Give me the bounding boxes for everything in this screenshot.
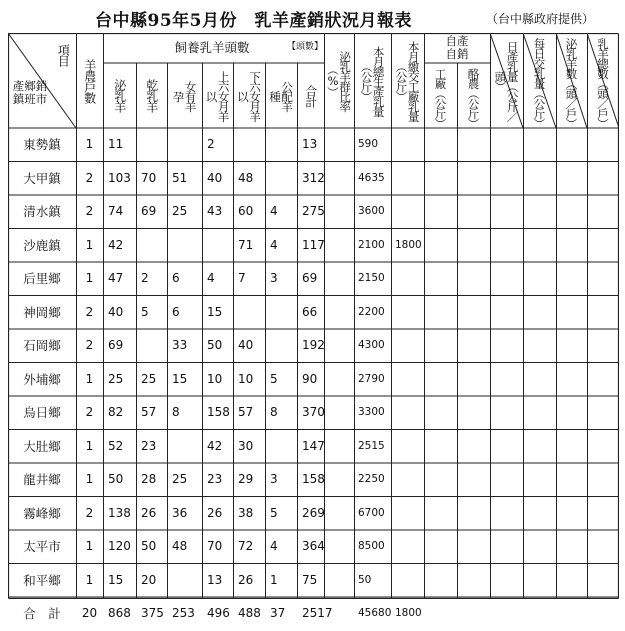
cell-total: 364 xyxy=(302,539,325,554)
cell-pregnant: 25 xyxy=(172,204,188,219)
cell-monthly-prod: 3300 xyxy=(358,406,385,419)
cell-pregnant xyxy=(167,128,202,162)
cell-farms: 1 xyxy=(85,438,94,453)
cell-under6: 38 xyxy=(238,505,254,520)
cell-total: 147 xyxy=(302,438,325,453)
cell-under6: 10 xyxy=(238,371,254,386)
cell-monthly-prod: 8500 xyxy=(358,540,385,553)
cell-breeding xyxy=(265,128,297,162)
cell-farms: 1 xyxy=(85,472,94,487)
cell-lactating: 47 xyxy=(108,271,124,286)
cell-over6: 10 xyxy=(207,371,223,386)
cell-over6: 70 xyxy=(207,539,223,554)
cell-dry: 5 xyxy=(141,304,149,319)
cell-lactating: 103 xyxy=(108,170,131,185)
cell-breeding: 4 xyxy=(270,237,278,252)
header-total-per-farm: 乳羊總數（頭／戶） xyxy=(596,37,611,128)
cell-lactating: 138 xyxy=(108,505,131,520)
town-name-cell: 太平市 xyxy=(23,539,61,555)
cell-lactating: 25 xyxy=(108,371,124,386)
cell-pregnant: 8 xyxy=(172,405,180,420)
cell-over6: 50 xyxy=(207,338,223,353)
town-name-cell: 大甲鎮 xyxy=(23,170,61,186)
cell-factory-delivery xyxy=(391,162,424,196)
cell-factory-delivery xyxy=(391,530,424,564)
cell-pregnant xyxy=(167,430,202,464)
cell-over6: 43 xyxy=(207,204,223,219)
cell-factory-delivery xyxy=(391,463,424,497)
cell-over6: 496 xyxy=(207,606,230,621)
cell-total: 158 xyxy=(302,472,325,487)
cell-ratio xyxy=(324,564,354,598)
cell-monthly-prod: 6700 xyxy=(358,506,385,519)
cell-dry: 69 xyxy=(141,204,157,219)
cell-pregnant: 51 xyxy=(172,170,188,185)
cell-dry: 25 xyxy=(141,371,157,386)
cell-monthly-prod: 50 xyxy=(358,573,372,586)
cell-factory-delivery xyxy=(391,363,424,397)
cell-farms: 1 xyxy=(85,137,94,152)
cell-dry: 23 xyxy=(141,438,157,453)
cell-ratio xyxy=(324,329,354,363)
cell-dry: 26 xyxy=(141,505,157,520)
cell-pregnant xyxy=(167,229,202,263)
town-name-cell: 和平鄉 xyxy=(23,572,61,588)
cell-lactating: 15 xyxy=(108,572,124,587)
cell-pregnant: 6 xyxy=(172,304,180,319)
cell-over6: 23 xyxy=(207,472,223,487)
cell-monthly-prod: 4300 xyxy=(358,339,385,352)
cell-dry xyxy=(136,329,167,363)
cell-farms: 20 xyxy=(81,606,98,621)
town-name-cell: 龍井鄉 xyxy=(23,472,61,488)
cell-total: 269 xyxy=(302,505,325,520)
cell-under6: 57 xyxy=(238,405,254,420)
cell-ratio xyxy=(324,497,354,531)
cell-farms: 1 xyxy=(85,371,94,386)
cell-factory-delivery xyxy=(391,296,424,330)
header-dry: 乾乳羊 xyxy=(144,79,159,112)
town-name-cell: 大肚鄉 xyxy=(23,438,61,454)
cell-farms: 1 xyxy=(85,237,94,252)
town-name-cell: 東勢鎮 xyxy=(23,137,61,153)
header-total: 合計 xyxy=(303,84,318,107)
cell-farms: 2 xyxy=(85,405,94,420)
cell-factory-delivery: 1800 xyxy=(395,607,422,620)
cell-pregnant: 48 xyxy=(172,539,188,554)
cell-under6 xyxy=(233,296,265,330)
cell-dry: 20 xyxy=(141,572,157,587)
cell-farms: 2 xyxy=(85,304,94,319)
cell-breeding: 4 xyxy=(270,539,278,554)
cell-under6: 71 xyxy=(238,237,254,252)
cell-pregnant: 253 xyxy=(172,606,195,621)
header-ratio: 泌乳羊群比率（%） xyxy=(326,50,353,111)
cell-total: 312 xyxy=(302,170,325,185)
cell-factory-delivery xyxy=(391,195,424,229)
cell-breeding: 8 xyxy=(270,405,278,420)
cell-monthly-prod: 2100 xyxy=(358,238,385,251)
cell-monthly-prod: 45680 xyxy=(358,607,392,620)
cell-breeding: 37 xyxy=(270,606,286,621)
town-name-cell: 清水鎮 xyxy=(23,204,61,220)
cell-monthly-prod: 2200 xyxy=(358,305,385,318)
cell-under6: 7 xyxy=(238,271,246,286)
cell-over6: 42 xyxy=(207,438,223,453)
cell-lactating: 868 xyxy=(108,606,131,621)
header-over6: 上六女月羊以 xyxy=(204,70,231,121)
cell-breeding: 3 xyxy=(270,472,278,487)
header-lactating: 泌乳羊 xyxy=(112,79,127,112)
cell-farms: 2 xyxy=(85,338,94,353)
cell-breeding: 3 xyxy=(270,271,278,286)
header-unit: 【頭數】 xyxy=(286,42,323,53)
cell-over6: 158 xyxy=(207,405,230,420)
header-daily-delivery: 每日交乳量（公斤） xyxy=(532,37,547,128)
report-title: 台中縣95年5月份 乳羊產銷狀況月報表 xyxy=(95,11,412,31)
town-name-cell: 石岡鄉 xyxy=(23,338,61,354)
town-name-cell: 霧峰鄉 xyxy=(23,505,61,521)
cell-factory-delivery xyxy=(391,396,424,430)
cell-ratio xyxy=(324,463,354,497)
cell-dry xyxy=(136,128,167,162)
cell-breeding: 4 xyxy=(270,204,278,219)
town-name-cell: 神岡鄉 xyxy=(23,304,61,320)
cell-pregnant: 15 xyxy=(172,371,188,386)
cell-farms: 1 xyxy=(85,271,94,286)
cell-dry: 28 xyxy=(141,472,157,487)
cell-lactating: 11 xyxy=(108,137,124,152)
cell-under6: 30 xyxy=(238,438,254,453)
cell-breeding xyxy=(265,162,297,196)
cell-pregnant: 25 xyxy=(172,472,188,487)
cell-ratio xyxy=(324,128,354,162)
cell-lactating: 120 xyxy=(108,539,131,554)
cell-lactating: 74 xyxy=(108,204,124,219)
corner-item-label: 項目 xyxy=(56,44,71,66)
cell-pregnant: 33 xyxy=(172,338,188,353)
cell-under6: 72 xyxy=(238,539,254,554)
header-pregnant: 女有羊孕 xyxy=(171,80,198,111)
cell-under6: 29 xyxy=(238,472,254,487)
corner-row-label: 產鄉銷鎮班市 xyxy=(12,78,48,106)
cell-lactating: 50 xyxy=(108,472,124,487)
town-name-cell: 烏日鄉 xyxy=(23,405,61,421)
cell-farms: 2 xyxy=(85,204,94,219)
header-monthly-production: 本月總生產乳量（公斤） xyxy=(359,45,386,116)
header-breeding: 公配羊種 xyxy=(268,80,295,111)
header-group-feeding: 飼養乳羊頭數 xyxy=(174,40,250,56)
header-lactating-per-farm: 泌乳羊數（頭／戶） xyxy=(564,37,579,128)
cell-pregnant: 6 xyxy=(172,271,180,286)
cell-farms: 2 xyxy=(85,505,94,520)
cell-over6 xyxy=(202,229,233,263)
cell-dry: 57 xyxy=(141,405,157,420)
cell-factory-delivery xyxy=(391,262,424,296)
cell-breeding: 5 xyxy=(270,371,278,386)
title-bar xyxy=(0,0,625,34)
header-under6: 下六女月羊以 xyxy=(236,70,263,121)
cell-ratio xyxy=(324,262,354,296)
cell-monthly-prod: 4635 xyxy=(358,171,385,184)
cell-over6: 2 xyxy=(207,137,215,152)
town-name-cell: 外埔鄉 xyxy=(23,371,61,387)
cell-farms: 1 xyxy=(85,572,94,587)
cell-breeding xyxy=(265,430,297,464)
cell-over6: 26 xyxy=(207,505,223,520)
cell-over6: 4 xyxy=(207,271,215,286)
cell-farms: 2 xyxy=(85,170,94,185)
cell-lactating: 82 xyxy=(108,405,124,420)
cell-ratio xyxy=(324,229,354,263)
cell-factory-delivery xyxy=(391,564,424,598)
cell-dry: 50 xyxy=(141,539,157,554)
cell-dry: 375 xyxy=(141,606,164,621)
cell-under6: 40 xyxy=(238,338,254,353)
cell-ratio xyxy=(324,296,354,330)
cell-ratio xyxy=(324,162,354,196)
cell-dry xyxy=(136,229,167,263)
town-name-cell: 合 計 xyxy=(23,606,61,622)
town-name-cell: 沙鹿鎮 xyxy=(23,237,61,253)
cell-ratio xyxy=(324,396,354,430)
header-self-factory: 工廠（公斤） xyxy=(433,67,448,128)
cell-under6: 48 xyxy=(238,170,254,185)
cell-monthly-prod: 2150 xyxy=(358,272,385,285)
cell-ratio xyxy=(324,597,354,631)
cell-over6: 13 xyxy=(207,572,223,587)
cell-total: 66 xyxy=(302,304,318,319)
cell-total: 90 xyxy=(302,371,318,386)
cell-breeding xyxy=(265,329,297,363)
cell-breeding: 1 xyxy=(270,572,278,587)
cell-lactating: 42 xyxy=(108,237,124,252)
cell-pregnant xyxy=(167,564,202,598)
cell-factory-delivery: 1800 xyxy=(395,238,422,251)
cell-dry: 70 xyxy=(141,170,157,185)
header-factory-delivery: 本月繳交工廠乳量（公斤） xyxy=(394,40,421,121)
cell-lactating: 52 xyxy=(108,438,124,453)
source-note: （台中縣政府提供） xyxy=(486,12,595,26)
header-self-sales: 自產自銷 xyxy=(445,34,469,61)
cell-under6 xyxy=(233,128,265,162)
cell-lactating: 69 xyxy=(108,338,124,353)
cell-factory-delivery xyxy=(391,497,424,531)
cell-factory-delivery xyxy=(391,329,424,363)
cell-total: 370 xyxy=(302,405,325,420)
cell-under6: 488 xyxy=(238,606,261,621)
cell-factory-delivery xyxy=(391,430,424,464)
cell-total: 69 xyxy=(302,271,318,286)
cell-ratio xyxy=(324,430,354,464)
cell-under6: 60 xyxy=(238,204,254,219)
cell-total: 2517 xyxy=(302,606,333,621)
cell-over6: 15 xyxy=(207,304,223,319)
cell-monthly-prod: 2515 xyxy=(358,439,385,452)
cell-lactating: 40 xyxy=(108,304,124,319)
cell-breeding: 5 xyxy=(270,505,278,520)
cell-monthly-prod: 2250 xyxy=(358,473,385,486)
cell-total: 13 xyxy=(302,137,318,152)
cell-monthly-prod: 3600 xyxy=(358,205,385,218)
cell-pregnant: 36 xyxy=(172,505,188,520)
cell-monthly-prod: 2790 xyxy=(358,372,385,385)
cell-breeding xyxy=(265,296,297,330)
header-self-dairy: 酪農（公斤） xyxy=(466,67,481,128)
town-name-cell: 后里鄉 xyxy=(23,271,61,287)
cell-total: 75 xyxy=(302,572,318,587)
report-table xyxy=(8,33,619,622)
header-farms: 羊農戶數 xyxy=(82,58,97,103)
cell-factory-delivery xyxy=(391,128,424,162)
cell-over6: 40 xyxy=(207,170,223,185)
cell-total: 275 xyxy=(302,204,325,219)
cell-total: 117 xyxy=(302,237,325,252)
cell-total: 192 xyxy=(302,338,325,353)
header-daily-per-head: 日產乳量（公斤／頭） xyxy=(493,40,520,121)
cell-monthly-prod: 590 xyxy=(358,138,379,151)
cell-farms: 1 xyxy=(85,539,94,554)
cell-ratio xyxy=(324,195,354,229)
cell-under6: 26 xyxy=(238,572,254,587)
cell-ratio xyxy=(324,363,354,397)
cell-dry: 2 xyxy=(141,271,149,286)
cell-ratio xyxy=(324,530,354,564)
